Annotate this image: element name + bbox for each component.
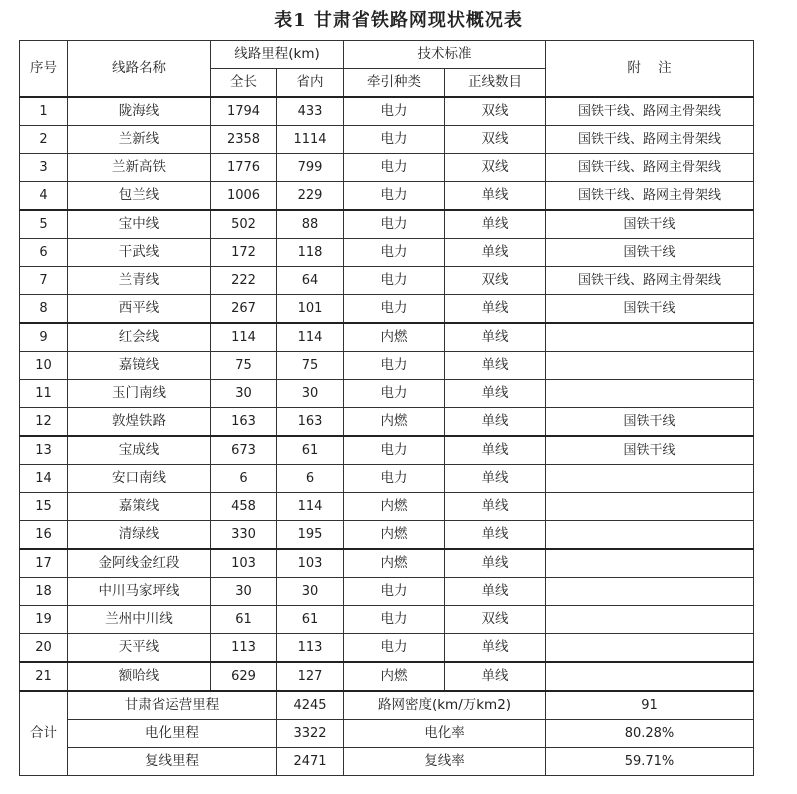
row-index: 12 [20, 408, 68, 437]
traction-type: 电力 [344, 634, 445, 663]
total-length: 267 [211, 295, 277, 324]
line-name: 干武线 [68, 239, 211, 267]
total-length: 113 [211, 634, 277, 663]
province-length: 114 [277, 323, 344, 352]
row-index: 14 [20, 465, 68, 493]
province-length: 30 [277, 380, 344, 408]
header-note: 附 注 [546, 41, 754, 98]
province-length: 101 [277, 295, 344, 324]
province-length: 195 [277, 521, 344, 550]
track-count: 双线 [445, 606, 546, 634]
line-name: 宝中线 [68, 210, 211, 239]
track-count: 单线 [445, 549, 546, 578]
header-total: 全长 [211, 69, 277, 98]
track-count: 单线 [445, 239, 546, 267]
traction-type: 电力 [344, 267, 445, 295]
table-row [20, 352, 754, 380]
summary-row [20, 691, 754, 720]
traction-type: 电力 [344, 352, 445, 380]
traction-type: 电力 [344, 210, 445, 239]
table-row [20, 662, 754, 691]
table-row [20, 126, 754, 154]
table-row [20, 323, 754, 352]
summary-item-value: 4245 [277, 691, 344, 720]
total-length: 1776 [211, 154, 277, 182]
summary-stat-label: 路网密度(km/万km2) [344, 691, 546, 720]
total-length: 61 [211, 606, 277, 634]
line-name: 宝成线 [68, 436, 211, 465]
track-count: 单线 [445, 634, 546, 663]
line-name: 包兰线 [68, 182, 211, 211]
total-length: 114 [211, 323, 277, 352]
line-name: 兰青线 [68, 267, 211, 295]
line-name: 天平线 [68, 634, 211, 663]
total-length: 30 [211, 380, 277, 408]
province-length: 118 [277, 239, 344, 267]
track-count: 单线 [445, 182, 546, 211]
row-index: 10 [20, 352, 68, 380]
traction-type: 电力 [344, 436, 445, 465]
traction-type: 内燃 [344, 323, 445, 352]
row-note [546, 606, 754, 634]
total-length: 1006 [211, 182, 277, 211]
table-row [20, 239, 754, 267]
table-row [20, 578, 754, 606]
table-row [20, 210, 754, 239]
track-count: 单线 [445, 662, 546, 691]
summary-stat-value: 59.71% [546, 748, 754, 776]
row-index: 17 [20, 549, 68, 578]
total-length: 502 [211, 210, 277, 239]
line-name: 嘉镜线 [68, 352, 211, 380]
track-count: 单线 [445, 408, 546, 437]
summary-item-label: 甘肃省运营里程 [68, 691, 277, 720]
row-note: 国铁干线、路网主骨架线 [546, 97, 754, 126]
track-count: 双线 [445, 126, 546, 154]
province-length: 64 [277, 267, 344, 295]
province-length: 103 [277, 549, 344, 578]
row-note [546, 323, 754, 352]
traction-type: 内燃 [344, 549, 445, 578]
row-note: 国铁干线、路网主骨架线 [546, 267, 754, 295]
header-tech: 技术标准 [344, 41, 546, 69]
province-length: 6 [277, 465, 344, 493]
track-count: 单线 [445, 521, 546, 550]
province-length: 61 [277, 436, 344, 465]
row-index: 5 [20, 210, 68, 239]
row-note: 国铁干线 [546, 239, 754, 267]
traction-type: 电力 [344, 154, 445, 182]
row-note: 国铁干线、路网主骨架线 [546, 154, 754, 182]
traction-type: 电力 [344, 578, 445, 606]
row-note [546, 521, 754, 550]
table-row [20, 267, 754, 295]
track-count: 双线 [445, 267, 546, 295]
total-length: 163 [211, 408, 277, 437]
summary-item-value: 2471 [277, 748, 344, 776]
province-length: 61 [277, 606, 344, 634]
total-length: 103 [211, 549, 277, 578]
summary-stat-label: 电化率 [344, 720, 546, 748]
row-index: 4 [20, 182, 68, 211]
header-tracks: 正线数目 [445, 69, 546, 98]
total-length: 75 [211, 352, 277, 380]
total-length: 172 [211, 239, 277, 267]
province-length: 127 [277, 662, 344, 691]
line-name: 敦煌铁路 [68, 408, 211, 437]
row-index: 3 [20, 154, 68, 182]
row-note [546, 493, 754, 521]
total-length: 1794 [211, 97, 277, 126]
traction-type: 电力 [344, 295, 445, 324]
track-count: 双线 [445, 97, 546, 126]
row-note [546, 634, 754, 663]
province-length: 114 [277, 493, 344, 521]
line-name: 陇海线 [68, 97, 211, 126]
track-count: 单线 [445, 436, 546, 465]
track-count: 单线 [445, 578, 546, 606]
line-name: 清绿线 [68, 521, 211, 550]
header-traction: 牵引种类 [344, 69, 445, 98]
traction-type: 电力 [344, 126, 445, 154]
table-row [20, 493, 754, 521]
line-name: 玉门南线 [68, 380, 211, 408]
row-index: 11 [20, 380, 68, 408]
track-count: 单线 [445, 380, 546, 408]
line-name: 嘉策线 [68, 493, 211, 521]
row-note [546, 578, 754, 606]
row-index: 1 [20, 97, 68, 126]
table-row [20, 182, 754, 211]
summary-stat-value: 80.28% [546, 720, 754, 748]
total-length: 673 [211, 436, 277, 465]
row-index: 2 [20, 126, 68, 154]
track-count: 单线 [445, 210, 546, 239]
summary-item-label: 复线里程 [68, 748, 277, 776]
row-index: 20 [20, 634, 68, 663]
line-name: 西平线 [68, 295, 211, 324]
table-row [20, 634, 754, 663]
header-in-province: 省内 [277, 69, 344, 98]
traction-type: 电力 [344, 239, 445, 267]
row-note [546, 549, 754, 578]
total-length: 6 [211, 465, 277, 493]
total-length: 330 [211, 521, 277, 550]
traction-type: 内燃 [344, 521, 445, 550]
track-count: 单线 [445, 493, 546, 521]
summary-stat-label: 复线率 [344, 748, 546, 776]
total-length: 222 [211, 267, 277, 295]
total-length: 629 [211, 662, 277, 691]
table-title: 表1 甘肃省铁路网现状概况表 [274, 10, 523, 31]
row-index: 13 [20, 436, 68, 465]
header-name: 线路名称 [68, 41, 211, 98]
traction-type: 电力 [344, 182, 445, 211]
summary-item-label: 电化里程 [68, 720, 277, 748]
total-length: 2358 [211, 126, 277, 154]
line-name: 中川马家坪线 [68, 578, 211, 606]
row-index: 15 [20, 493, 68, 521]
line-name: 额哈线 [68, 662, 211, 691]
row-index: 8 [20, 295, 68, 324]
row-index: 18 [20, 578, 68, 606]
summary-item-value: 3322 [277, 720, 344, 748]
row-index: 7 [20, 267, 68, 295]
province-length: 75 [277, 352, 344, 380]
line-name: 兰新高铁 [68, 154, 211, 182]
table-row [20, 97, 754, 126]
track-count: 单线 [445, 295, 546, 324]
row-index: 6 [20, 239, 68, 267]
row-note: 国铁干线、路网主骨架线 [546, 126, 754, 154]
line-name: 兰州中川线 [68, 606, 211, 634]
track-count: 双线 [445, 154, 546, 182]
summary-row [20, 720, 754, 748]
province-length: 163 [277, 408, 344, 437]
line-name: 兰新线 [68, 126, 211, 154]
row-index: 19 [20, 606, 68, 634]
row-index: 16 [20, 521, 68, 550]
summary-stat-value: 91 [546, 691, 754, 720]
province-length: 433 [277, 97, 344, 126]
track-count: 单线 [445, 352, 546, 380]
traction-type: 内燃 [344, 408, 445, 437]
line-name: 红会线 [68, 323, 211, 352]
railway-table [19, 40, 754, 776]
summary-label: 合计 [20, 691, 68, 776]
row-note [546, 465, 754, 493]
province-length: 1114 [277, 126, 344, 154]
line-name: 金阿线金红段 [68, 549, 211, 578]
table-row [20, 408, 754, 437]
traction-type: 电力 [344, 380, 445, 408]
table-row [20, 380, 754, 408]
table-row [20, 436, 754, 465]
row-note: 国铁干线 [546, 210, 754, 239]
province-length: 229 [277, 182, 344, 211]
province-length: 113 [277, 634, 344, 663]
row-note: 国铁干线 [546, 408, 754, 437]
traction-type: 电力 [344, 606, 445, 634]
row-note [546, 380, 754, 408]
summary-row [20, 748, 754, 776]
header-index: 序号 [20, 41, 68, 98]
table-row [20, 295, 754, 324]
province-length: 30 [277, 578, 344, 606]
total-length: 30 [211, 578, 277, 606]
row-note: 国铁干线 [546, 436, 754, 465]
total-length: 458 [211, 493, 277, 521]
row-note: 国铁干线 [546, 295, 754, 324]
row-note: 国铁干线、路网主骨架线 [546, 182, 754, 211]
track-count: 单线 [445, 465, 546, 493]
province-length: 88 [277, 210, 344, 239]
table-row [20, 154, 754, 182]
row-note [546, 662, 754, 691]
row-index: 9 [20, 323, 68, 352]
table-row [20, 521, 754, 550]
line-name: 安口南线 [68, 465, 211, 493]
header-mileage: 线路里程(km) [211, 41, 344, 69]
table-row [20, 606, 754, 634]
row-note [546, 352, 754, 380]
traction-type: 电力 [344, 465, 445, 493]
province-length: 799 [277, 154, 344, 182]
traction-type: 电力 [344, 97, 445, 126]
track-count: 单线 [445, 323, 546, 352]
table-row [20, 465, 754, 493]
table-row [20, 549, 754, 578]
traction-type: 内燃 [344, 493, 445, 521]
traction-type: 内燃 [344, 662, 445, 691]
row-index: 21 [20, 662, 68, 691]
